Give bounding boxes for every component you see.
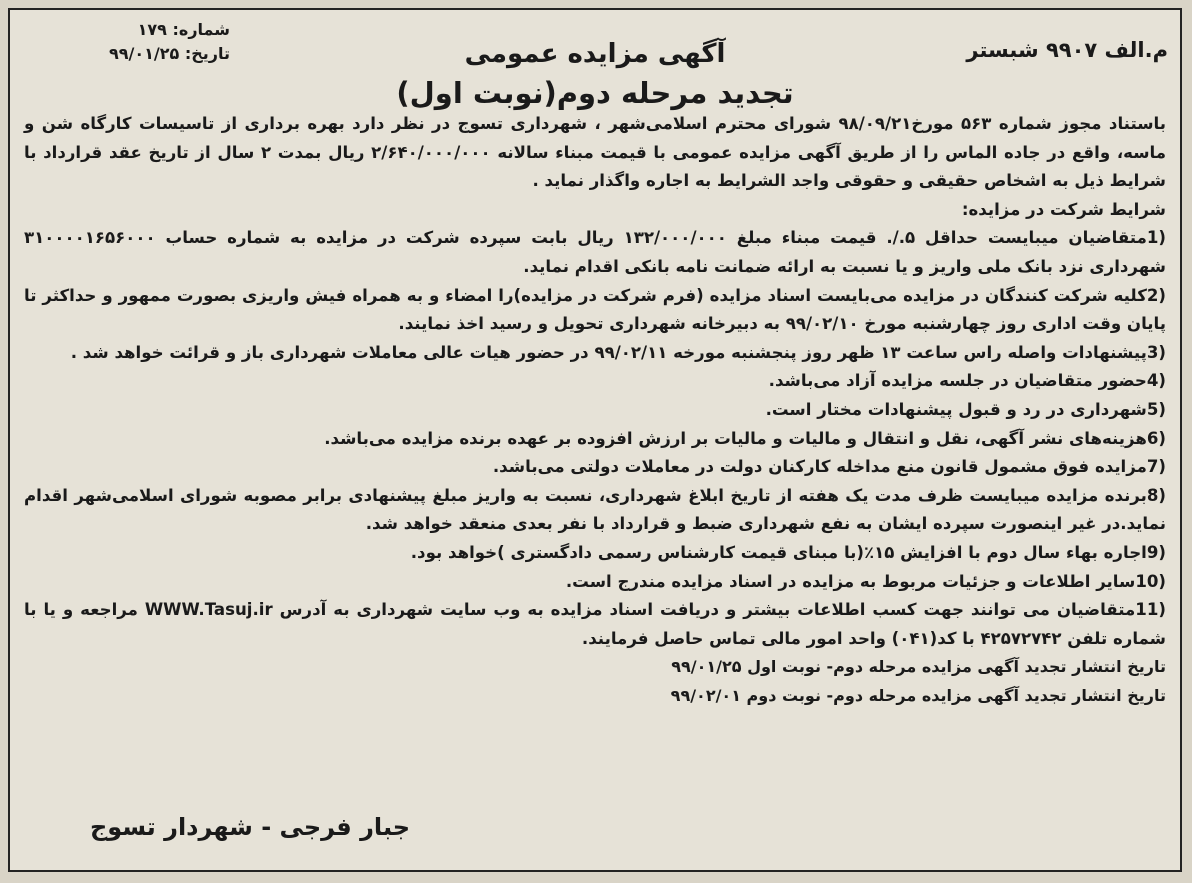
condition-item: (8برنده مزایده میبایست ظرف مدت یک هفته از تاریخ ابلاغ شهرداری، نسبت به واریز مبلغ پیشنهادی برابر مصوبه شورای اسلامی‌شهر اقدام نماید.در غیر اینصورت سپرده ایشان به نفع شهرداری ضبط و قرارداد با نفر بعدی منعقد خواهد شد. (24, 485, 1166, 534)
condition-item: (4حضور متقاضیان در جلسه مزایده آزاد می‌باشد. (768, 371, 1166, 391)
condition-item: (3پیشنهادات واصله راس ساعت ۱۳ ظهر روز پنجشنبه مورخه ۹۹/۰۲/۱۱ در حضور هیات عالی معاملات شهرداری باز و قرائت خواهد شد . (70, 342, 1166, 362)
notice-number: شماره: ۱۷۹ (137, 20, 230, 39)
condition-11-text-end: مراجعه و یا با شماره تلفن ۴۲۵۷۲۷۴۲ با کد(۰۴۱) واحد امور مالی تماس حاصل فرمایند. (24, 600, 1166, 648)
meta-block (30, 18, 230, 66)
publish-date-first: تاریخ انتشار تجدید آگهی مزایده مرحله دوم- نوبت اول ۹۹/۰۱/۲۵ (671, 657, 1166, 677)
publish-date-second: تاریخ انتشار تجدید آگهی مزایده مرحله دوم- نوبت دوم ۹۹/۰۲/۰۱ (670, 685, 1166, 705)
condition-item: (6هزینه‌های نشر آگهی، نقل و انتقال و مالیات و مالیات بر ارزش افزوده بر عهده برنده مزایده می‌باشد. (324, 428, 1166, 448)
condition-item: (7مزایده فوق مشمول قانون منع مداخله کارکنان دولت در معاملات دولتی می‌باشد. (492, 457, 1166, 477)
title-block (310, 36, 880, 114)
condition-item: (1متقاضیان میبایست حداقل ۵./. قیمت مبناء مبلغ ۱۳۲/۰۰۰/۰۰۰ ریال بابت سپرده شرکت در مزایده به شماره حساب ۳۱۰۰۰۰۱۶۵۶۰۰۰ شهرداری نزد بانک ملی واریز و یا نسبت به ارائه ضمانت نامه بانکی اقدام نماید. (24, 228, 1166, 276)
signature: جبار فرجی - شهردار تسوج (90, 813, 411, 841)
notice-body (24, 110, 1166, 710)
condition-11-text: (11متقاضیان می توانند جهت کسب اطلاعات بیشتر و دریافت اسناد مزایده به وب سایت شهرداری به آدرس (272, 600, 1166, 620)
intro-paragraph: باستناد مجوز شماره ۵۶۳ مورخ۹۸/۰۹/۲۱ شورای محترم اسلامی‌شهر ، شهرداری تسوج در نظر دارد بهره برداری از تاسیسات کارگاه شن و ماسه، واقع در جاده الماس را از طریق آگهی مزایده عمومی با قیمت مبناء سالانه ۲/۶۴۰/۰۰۰/۰۰۰ ریال بمدت ۲ سال از تاریخ عقد قرارداد با شرایط ذیل به اشخاص حقیقی و حقوقی واجد الشرایط به اجاره واگذار نماید . (24, 114, 1167, 191)
condition-item: (5شهرداری در رد و قبول پیشنهادات مختار است. (765, 399, 1166, 419)
condition-item-11 (24, 596, 1166, 653)
condition-item: (2کلیه شرکت کنندگان در مزایده می‌بایست اسناد مزایده (فرم شرکت در مزایده)را امضاء و به همراه فیش واریزی بصورت ممهور و حداکثر تا پایان وقت اداری روز چهارشنبه مورخ ۹۹/۰۲/۱۰ به دبیرخانه شهرداری تحویل و رسید اخذ نمایند. (24, 285, 1166, 334)
condition-item: (10سایر اطلاعات و جزئیات مربوط به مزایده در اسناد مزایده مندرج است. (565, 571, 1166, 591)
conditions-heading: شرایط شرکت در مزایده: (961, 199, 1166, 219)
reference-number: م.الف ۹۹۰۷ شبستر (966, 38, 1168, 62)
website-link[interactable]: WWW.Tasuj.ir (144, 600, 273, 620)
notice-title: آگهی مزایده عمومی (464, 39, 726, 69)
condition-item: (9اجاره بهاء سال دوم با افزایش ۱۵٪(با مبنای قیمت کارشناس رسمی دادگستری )خواهد بود. (410, 542, 1166, 562)
notice-date: تاریخ: ۹۹/۰۱/۲۵ (108, 44, 230, 63)
auction-notice (8, 8, 1182, 872)
notice-subtitle: تجدید مرحله دوم(نوبت اول) (396, 76, 794, 110)
